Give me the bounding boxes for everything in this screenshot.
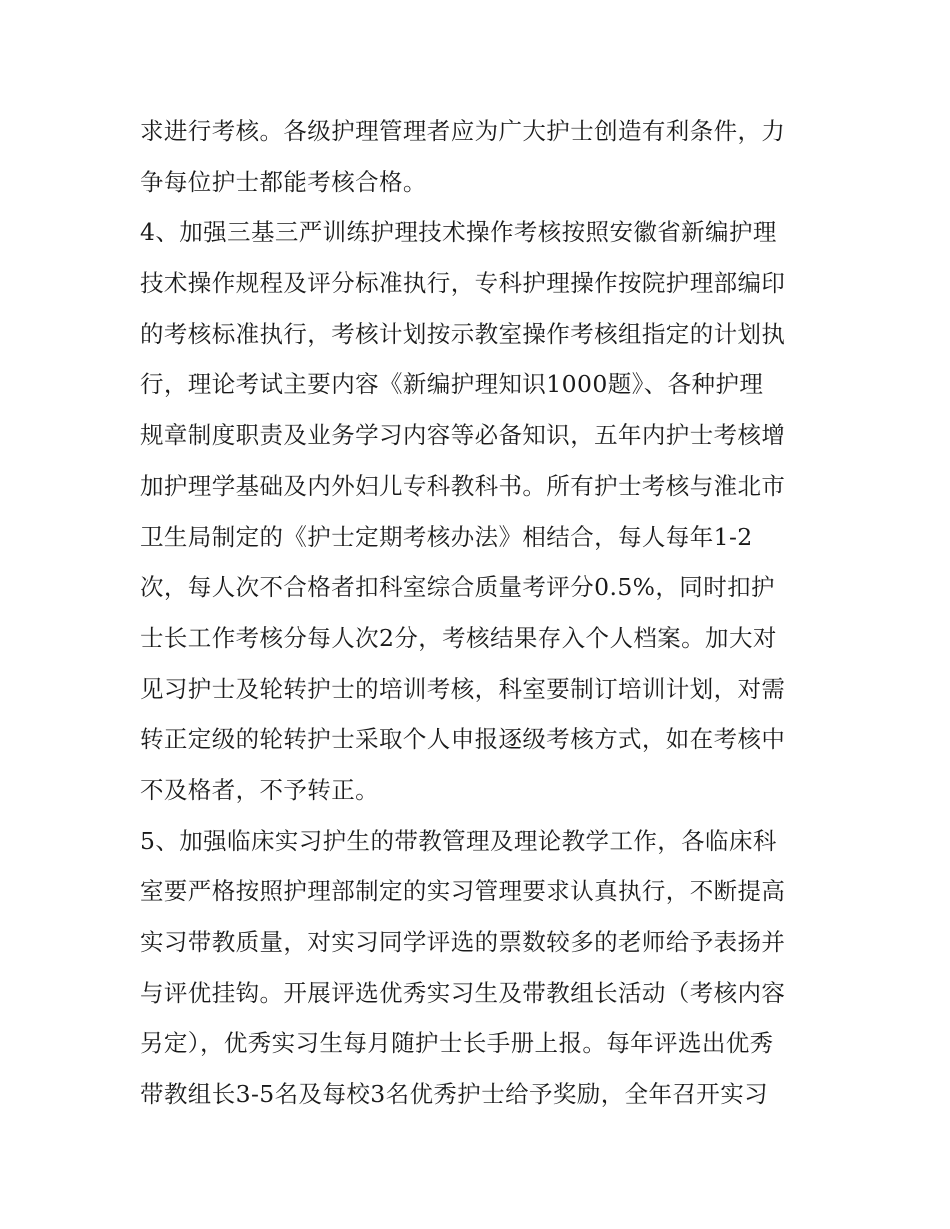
text-line: 另定），优秀实习生每月随护士长手册上报。每年评选出优秀 bbox=[140, 1029, 774, 1058]
text-line: 室要严格按照护理部制定的实习管理要求认真执行，不断提高 bbox=[140, 877, 786, 906]
text-line: 技术操作规程及评分标准执行，专科护理操作按院护理部编印 bbox=[140, 269, 786, 298]
text-line: 见习护士及轮转护士的培训考核，科室要制订培训计划，对需 bbox=[140, 674, 786, 703]
text-line: 士长工作考核分每人次2分，考核结果存入个人档案。加大对 bbox=[140, 623, 777, 652]
text-line: 行，理论考试主要内容《新编护理知识1000题》、各种护理 bbox=[140, 370, 764, 399]
text-line: 4、加强三基三严训练护理技术操作考核按照安徽省新编护理 bbox=[140, 218, 777, 247]
text-line: 与评优挂钩。开展评选优秀实习生及带教组长活动（考核内容 bbox=[140, 978, 786, 1007]
text-line: 争每位护士都能考核合格。 bbox=[140, 167, 427, 196]
text-line: 带教组长3-5名及每校3名优秀护士给予奖励，全年召开实习 bbox=[140, 1080, 768, 1109]
text-line: 卫生局制定的《护士定期考核办法》相结合，每人每年1-2 bbox=[140, 522, 753, 551]
text-line: 转正定级的轮转护士采取个人申报逐级考核方式，如在考核中 bbox=[140, 725, 786, 754]
text-line: 5、加强临床实习护生的带教管理及理论教学工作，各临床科 bbox=[140, 826, 777, 855]
text-line: 的考核标准执行，考核计划按示教室操作考核组指定的计划执 bbox=[140, 319, 786, 348]
text-line: 实习带教质量，对实习同学评选的票数较多的老师给予表扬并 bbox=[140, 928, 786, 956]
document-body bbox=[140, 106, 820, 1120]
text-line: 不及格者，不予转正。 bbox=[140, 775, 379, 804]
text-line: 次，每人次不合格者扣科室综合质量考评分0.5%，同时扣护 bbox=[140, 573, 775, 602]
text-line: 规章制度职责及业务学习内容等必备知识，五年内护士考核增 bbox=[140, 421, 786, 450]
text-line: 加护理学基础及内外妇儿专科教科书。所有护士考核与淮北市 bbox=[140, 471, 786, 500]
text-line: 求进行考核。各级护理管理者应为广大护士创造有利条件，力 bbox=[140, 117, 786, 145]
